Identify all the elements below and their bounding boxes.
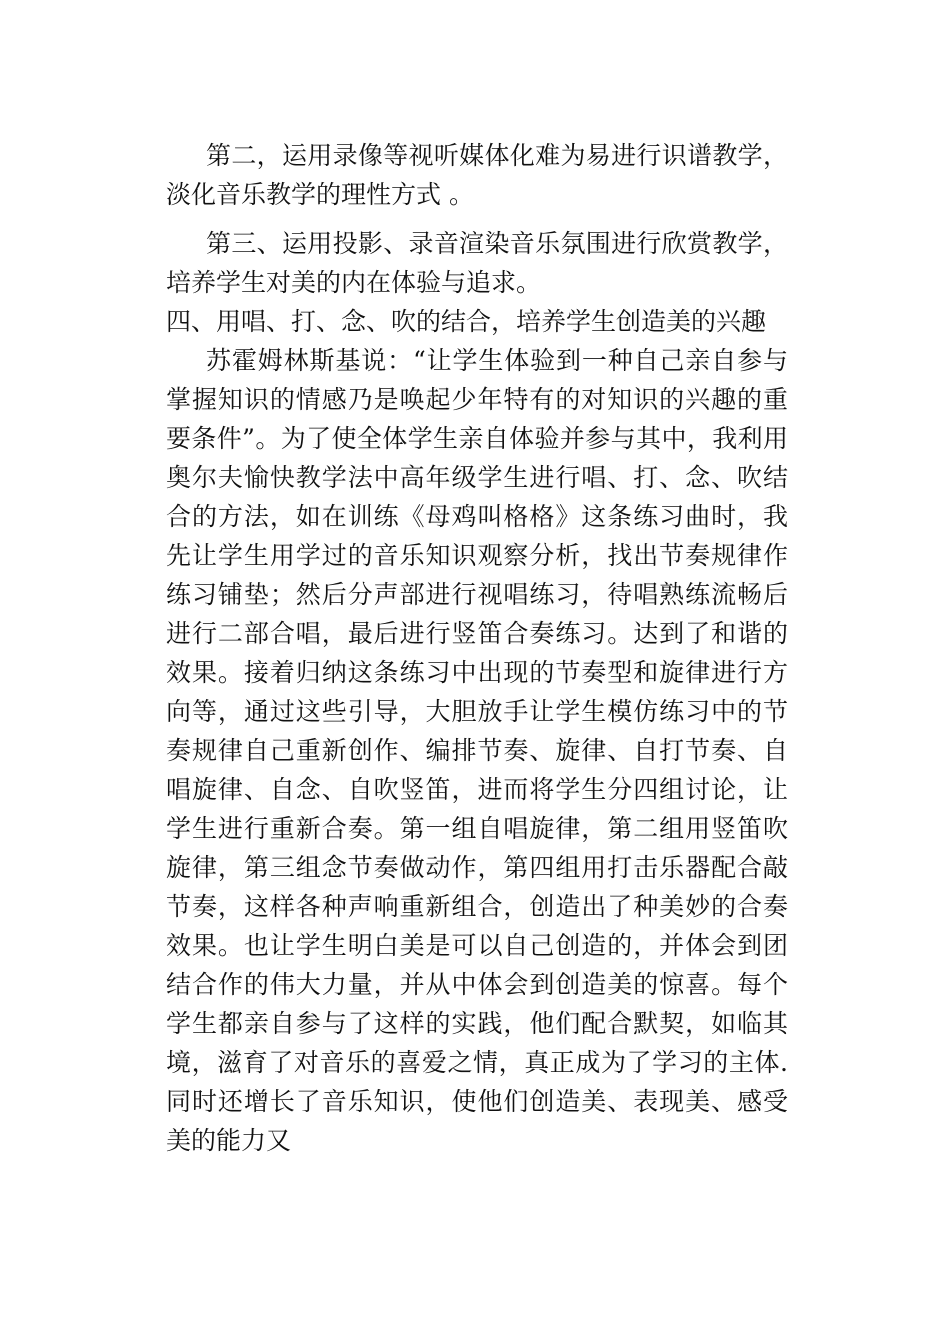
paragraph-body: 苏霍姆林斯基说：“让学生体验到一种自己亲自参与掌握知识的情感乃是唤起少年特有的对知识的兴趣的重要条件”。为了使全体学生亲自体验并参与其中，我利用奥尔夫愉快教学法中高年级学生进行唱、打、念、吹结合的方法，如在训练《母鸡叫格格》这条练习曲时，我先让学生用学过的音乐知识观察分析，找出节奏规律作练习铺垫；然后分声部进行视唱练习，待唱熟练流畅后进行二部合唱，最后进行竖笛合奏练习。达到了和谐的效果。接着归纳这条练习中出现的节奏型和旋律进行方向等，通过这些引导，大胆放手让学生模仿练习中的节奏规律自己重新创作、编排节奏、旋律、自打节奏、自唱旋律、自念、自吹竖笛，进而将学生分四组讨论，让学生进行重新合奏。第一组自唱旋律，第二组用竖笛吹旋律，第三组念节奏做动作，第四组用打击乐器配合敲节奏，这样各种声响重新组合，创造出了种美妙的合奏效果。也让学生明白美是可以自己创造的，并体会到团结合作的伟大力量，并从中体会到创造美的惊喜。每个学生都亲自参与了这样的实践，他们配合默契，如临其境，滋育了对音乐的喜爱之情，真正成为了学习的主体.同时还增长了音乐知识，使他们创造美、表现美、感受美的能力又 xyxy=(166,346,788,1155)
paragraph-second-point: 第二，运用录像等视听媒体化难为易进行识谱教学，淡化音乐教学的理性方式 。 xyxy=(166,141,788,209)
section-heading-four: 四、用唱、打、念、吹的结合，培养学生创造美的兴趣 xyxy=(166,307,767,336)
document-body xyxy=(166,136,788,1160)
paragraph-third-point: 第三、运用投影、录音渲染音乐氛围进行欣赏教学，培养学生对美的内在体验与追求。 xyxy=(166,229,788,297)
